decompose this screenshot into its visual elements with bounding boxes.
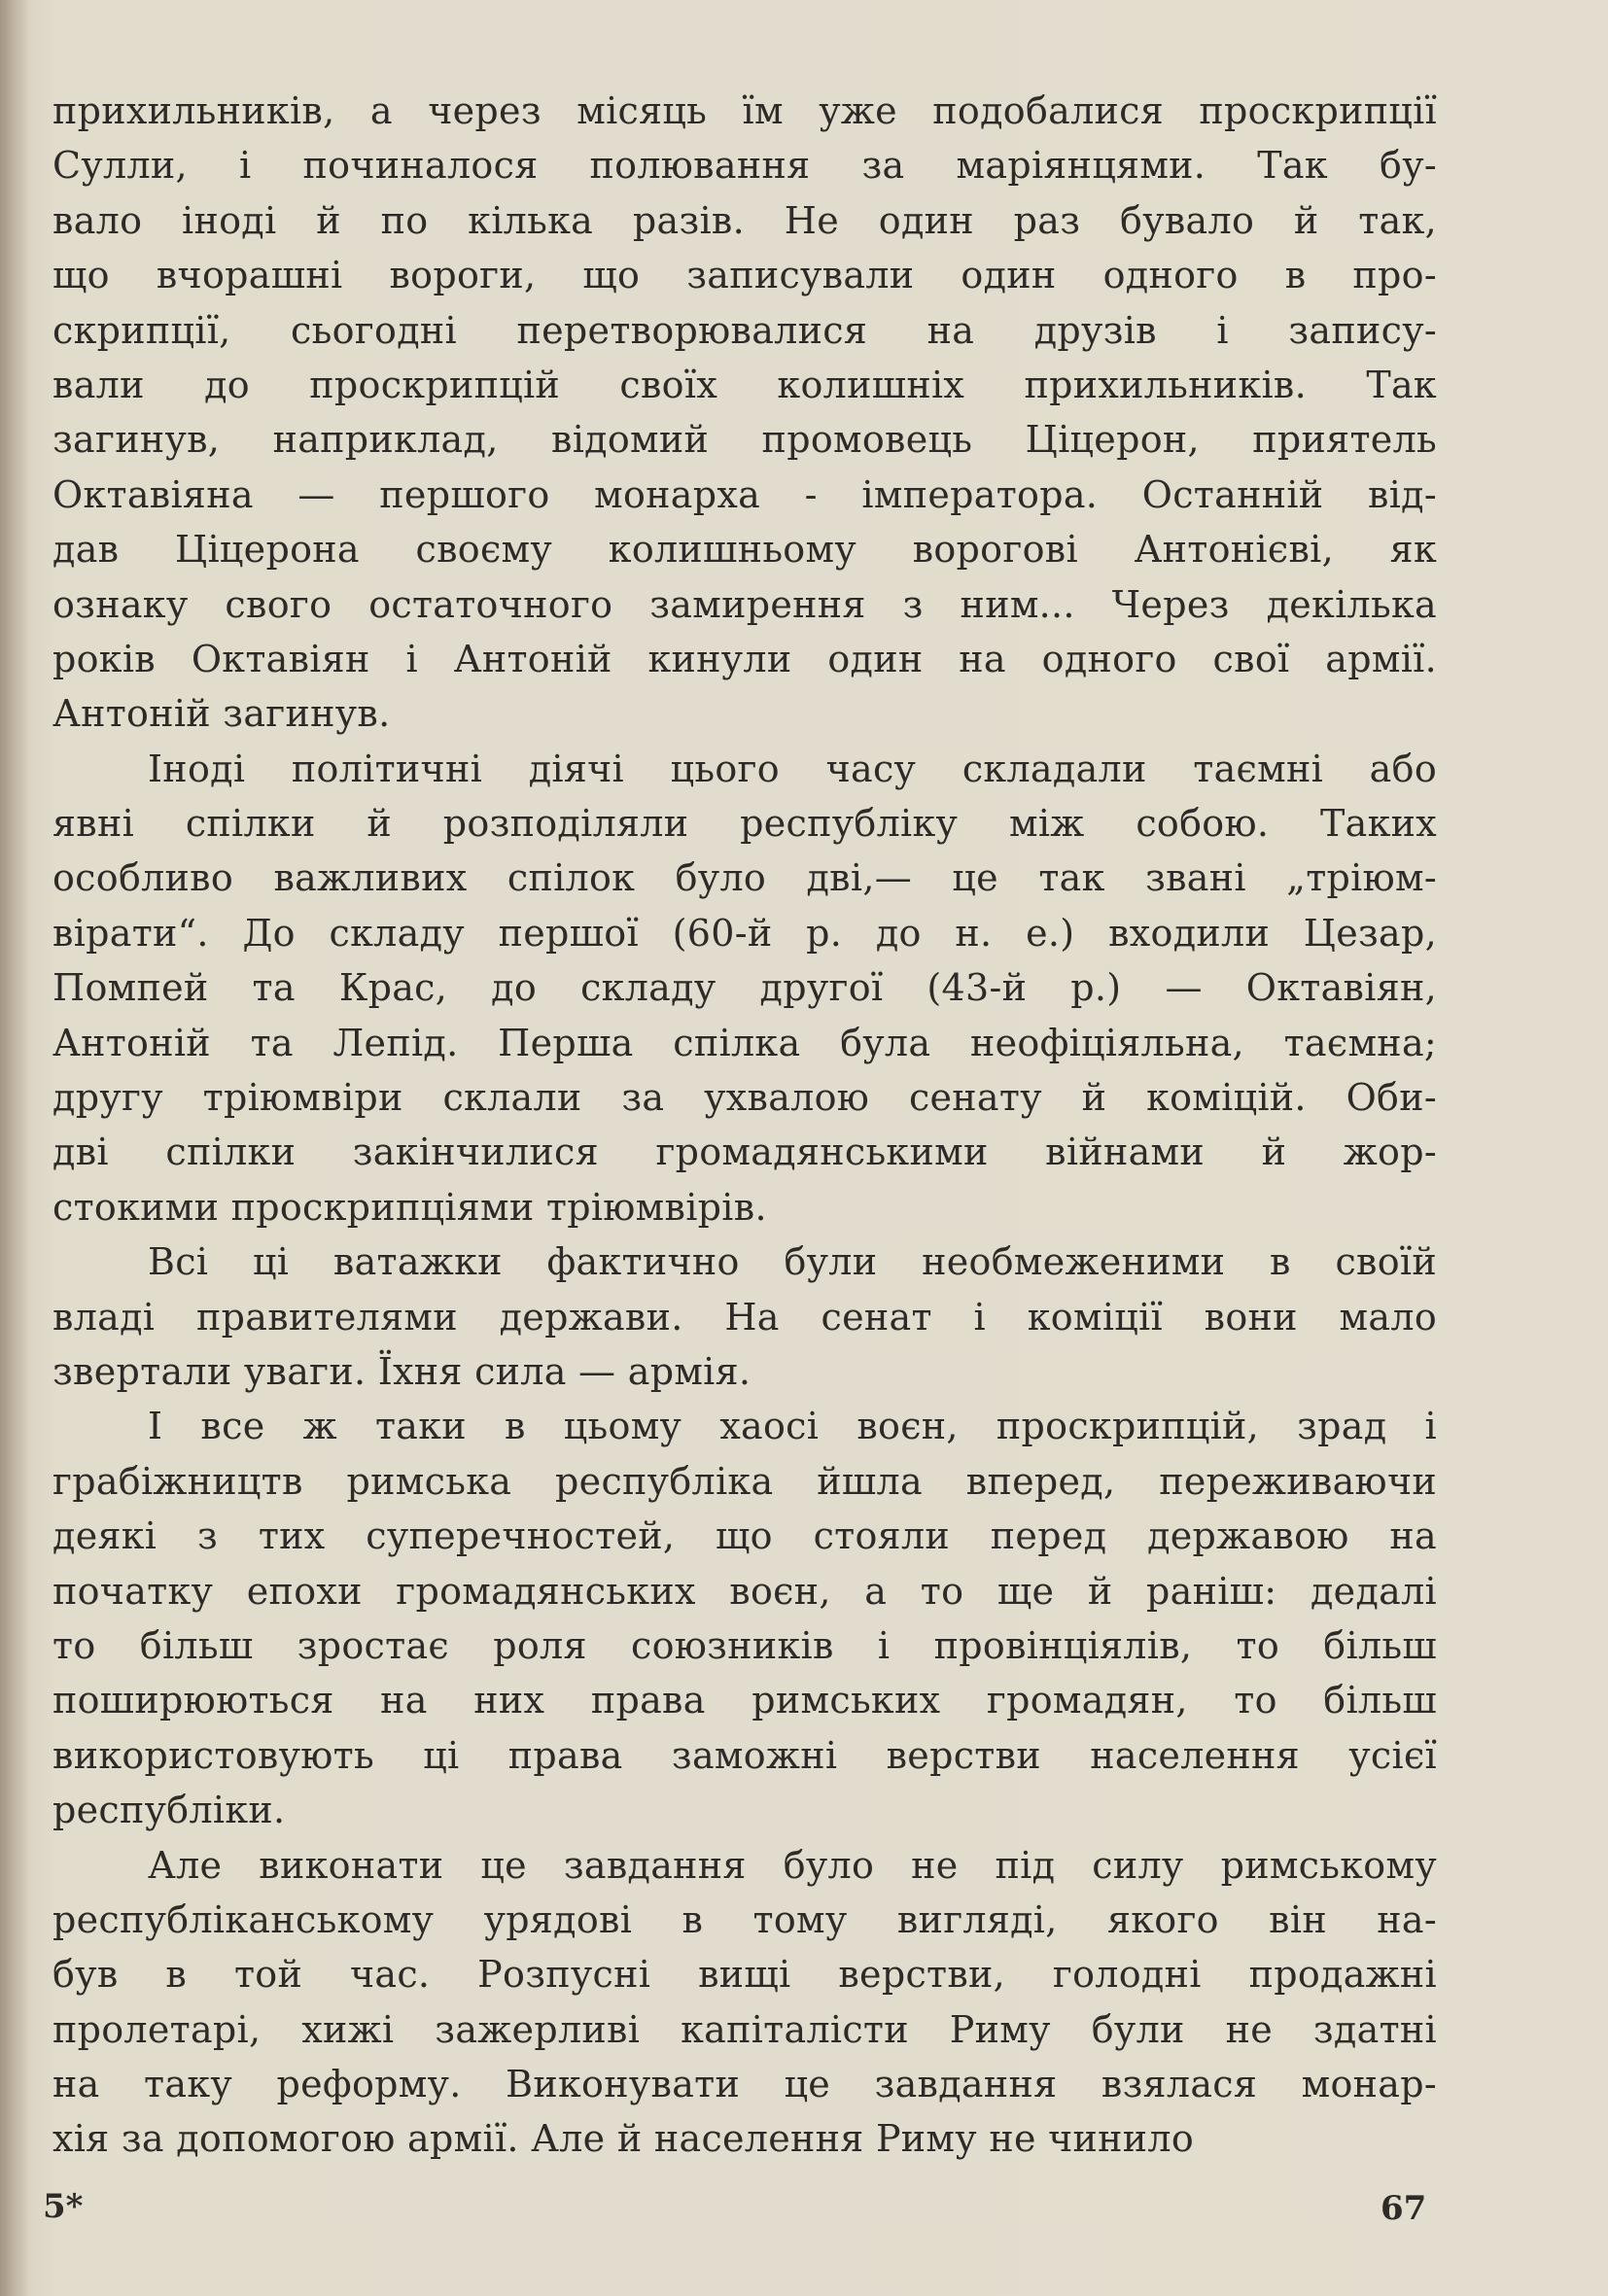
text-line: владі правителями держави. На сенат і коміції вони мало <box>52 1295 1437 1339</box>
text-line: Іноді політичні діячі цього часу складали таємні або <box>148 747 1437 790</box>
text-line: Всі ці ватажки фактично були необмеженими в своїй <box>148 1240 1437 1284</box>
text-line: вірати“. До складу першої (60-й р. до н. е.) входили Цезар, <box>52 911 1437 955</box>
text-line: Октавіяна — першого монарха - імператора. Останній від- <box>52 472 1437 516</box>
paragraph <box>52 742 1437 1235</box>
text-line: особливо важливих спілок було дві,— це так звані „тріюм- <box>52 856 1437 900</box>
text-line: прихильників, а через місяць їм уже подобалися проскрипції <box>52 89 1437 132</box>
paragraph <box>52 1838 1437 2167</box>
text-line: був в той час. Розпусні вищі верстви, голодні продажні <box>52 1953 1437 1997</box>
text-line: використовують ці права заможні верстви населення усієї <box>52 1733 1437 1777</box>
text-line: на таку реформу. Виконувати це завдання взялася монар- <box>52 2063 1437 2106</box>
text-line: то більш зростає роля союзників і провінціялів, то більш <box>52 1623 1437 1667</box>
text-line: Сулли, і починалося полювання за маріянцями. Так бу- <box>52 144 1437 188</box>
text-line: грабіжництв римська республіка йшла вперед, переживаючи <box>52 1459 1437 1503</box>
text-line: пролетарі, хижі зажерливі капіталісти Риму були не здатні <box>52 2007 1437 2051</box>
text-line: поширюються на них права римських громадян, то більш <box>52 1679 1437 1722</box>
text-line: Але виконати це завдання було не під силу римському <box>148 1843 1437 1887</box>
text-line: дав Ціцерона своєму колишньому ворогові Антонієві, як <box>52 528 1437 572</box>
text-line: хія за допомогою армії. Але й населення Риму не чинило <box>52 2117 1195 2161</box>
text-line: звертали уваги. Їхня сила — армія. <box>52 1349 752 1393</box>
text-line: Помпей та Крас, до складу другої (43-й р.) — Октавіян, <box>52 966 1437 1010</box>
text-line: вало іноді й по кілька разів. Не один раз бувало й так, <box>52 198 1437 242</box>
text-line: дві спілки закінчилися громадянськими війнами й жор- <box>52 1131 1437 1174</box>
text-line: явні спілки й розподіляли республіку між собою. Таких <box>52 802 1437 846</box>
body-text <box>52 84 1437 2167</box>
text-line: республіки. <box>52 1789 286 1832</box>
text-line: скрипції, сьогодні перетворювалися на друзів і запису- <box>52 308 1437 352</box>
text-line: Антоній та Лепід. Перша спілка була неофіціяльна, таємна; <box>52 1021 1437 1064</box>
text-line: стокими проскрипціями тріюмвірів. <box>52 1185 767 1229</box>
text-line: початку епохи громадянських воєн, а то ще й раніш: дедалі <box>52 1569 1437 1613</box>
paragraph <box>52 84 1437 742</box>
paragraph <box>52 1235 1437 1399</box>
printer-signature-mark: 5* <box>43 2187 84 2226</box>
text-line: вали до проскрипцій своїх колишніх прихильників. Так <box>52 363 1437 406</box>
text-line: І все ж таки в цьому хаосі воєн, проскрипцій, зрад і <box>148 1405 1437 1448</box>
text-line: республіканському урядові в тому вигляді, якого він на- <box>52 1897 1437 1941</box>
text-line: років Октавіян і Антоній кинули один на одного свої армії. <box>52 637 1437 680</box>
text-line: другу тріюмвіри склали за ухвалою сенату й коміцій. Оби- <box>52 1076 1437 1120</box>
text-line: Антоній загинув. <box>52 692 391 736</box>
text-line: ознаку свого остаточного замирення з ним... Через декілька <box>52 582 1437 626</box>
paragraph <box>52 1399 1437 1837</box>
text-line: що вчорашні вороги, що записували один одного в про- <box>52 254 1437 297</box>
page-number: 67 <box>1381 2189 1427 2228</box>
text-line: деякі з тих суперечностей, що стояли перед державою на <box>52 1514 1437 1558</box>
text-line: загинув, наприклад, відомий промовець Ціцерон, приятель <box>52 418 1437 462</box>
